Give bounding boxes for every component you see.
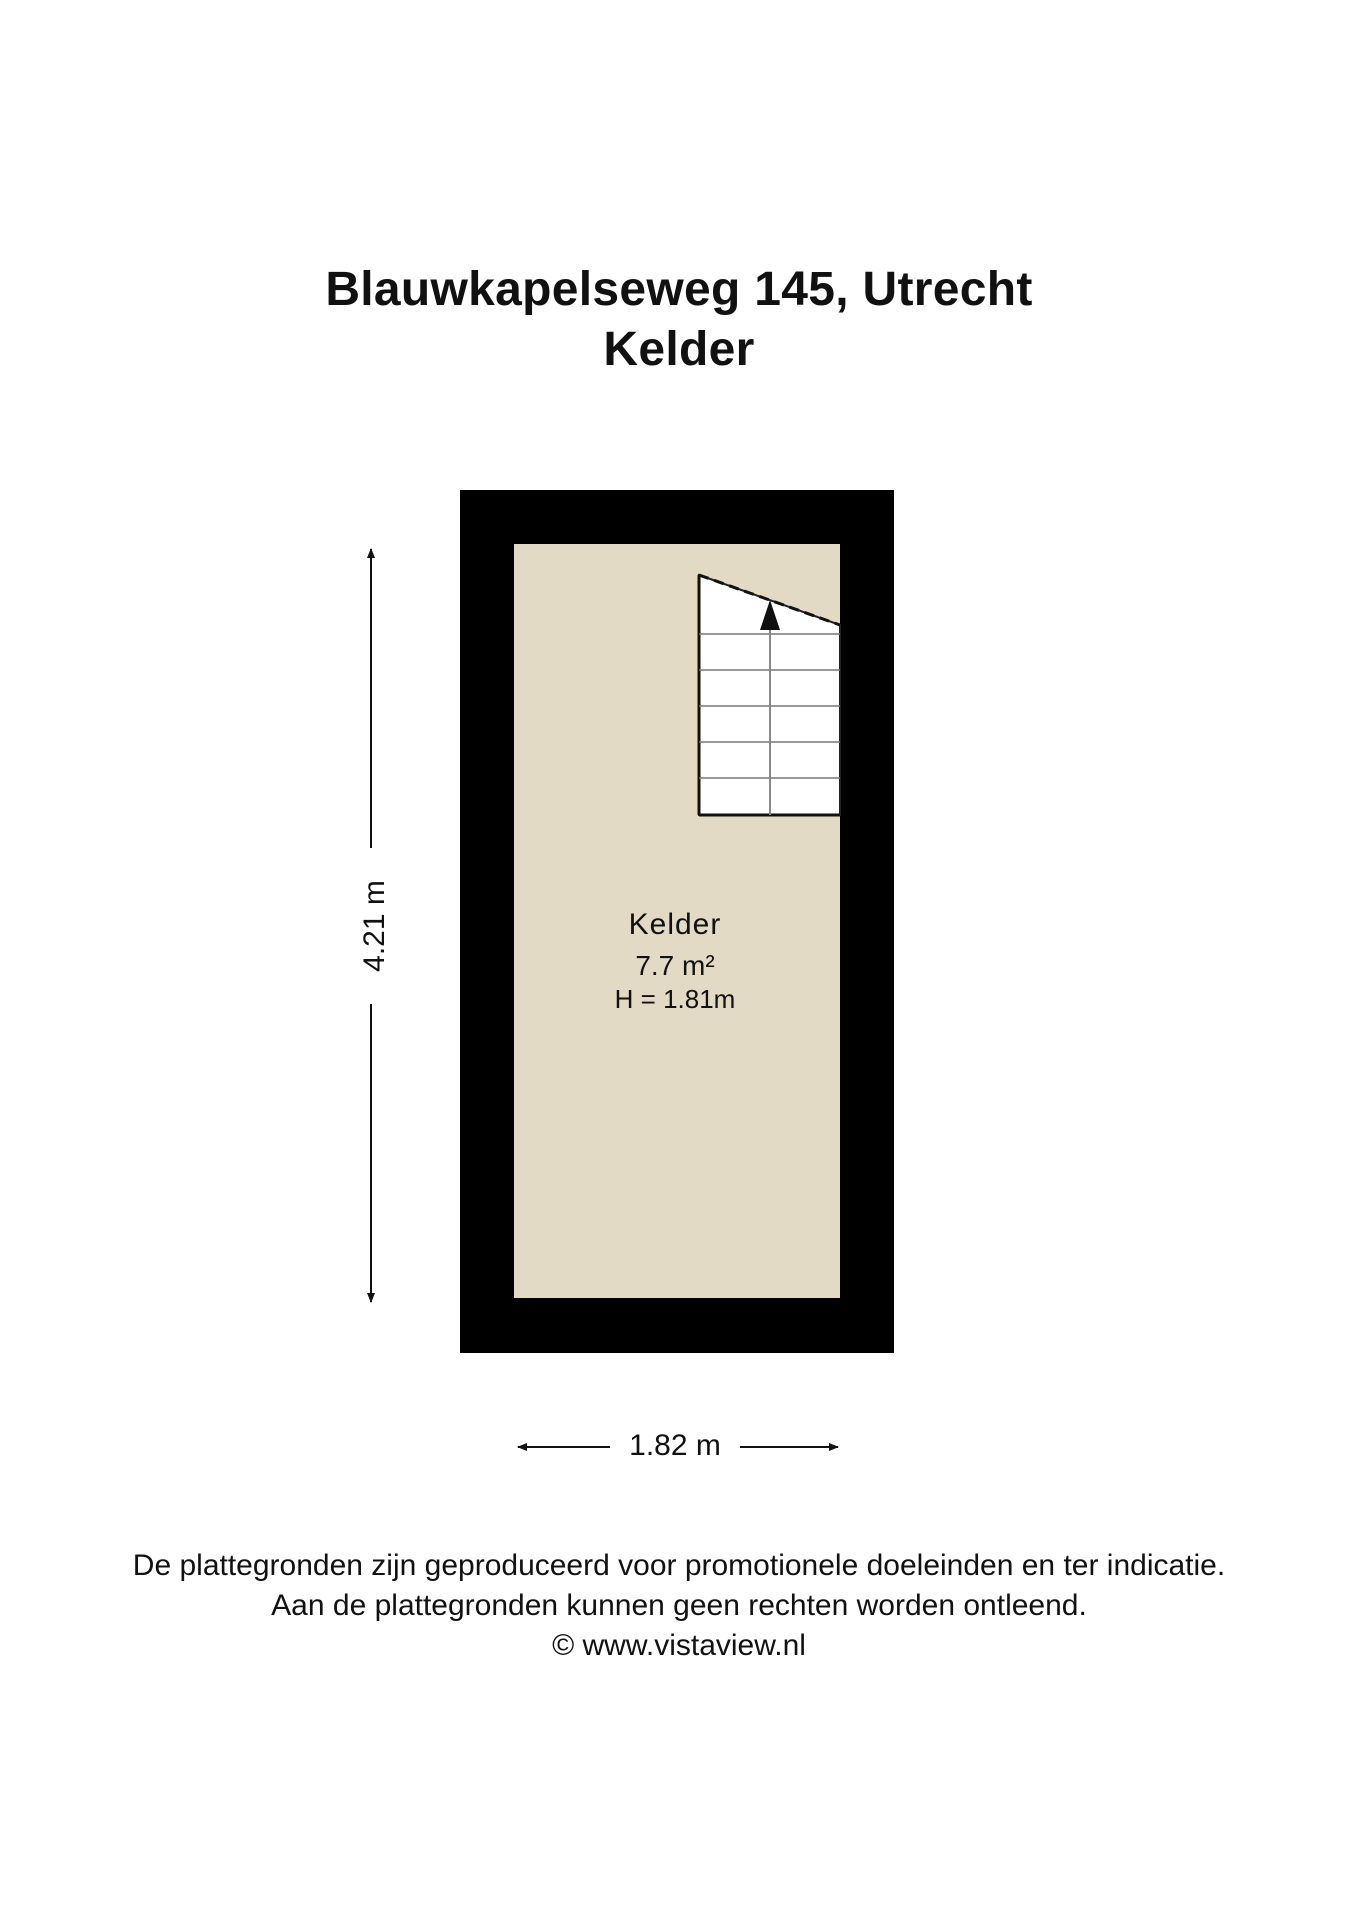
room-area: 7.7 m² <box>635 950 715 981</box>
copyright-line: © www.vistaview.nl <box>552 1629 806 1662</box>
disclaimer-line: Aan de plattegronden kunnen geen rechten worden ontleend. <box>271 1589 1087 1622</box>
room-height: H = 1.81m <box>614 984 736 1014</box>
room-name: Kelder <box>628 908 722 941</box>
address-title: Blauwkapelseweg 145, Utrecht <box>325 263 1033 316</box>
dimension-width-label: 1.82 m <box>610 1428 740 1464</box>
disclaimer-line: De plattegronden zijn geproduceerd voor promotionele doeleinden en ter indicatie. <box>132 1549 1226 1582</box>
floor-title: Kelder <box>603 323 755 376</box>
dimension-length-label: 4.21 m <box>357 861 393 991</box>
